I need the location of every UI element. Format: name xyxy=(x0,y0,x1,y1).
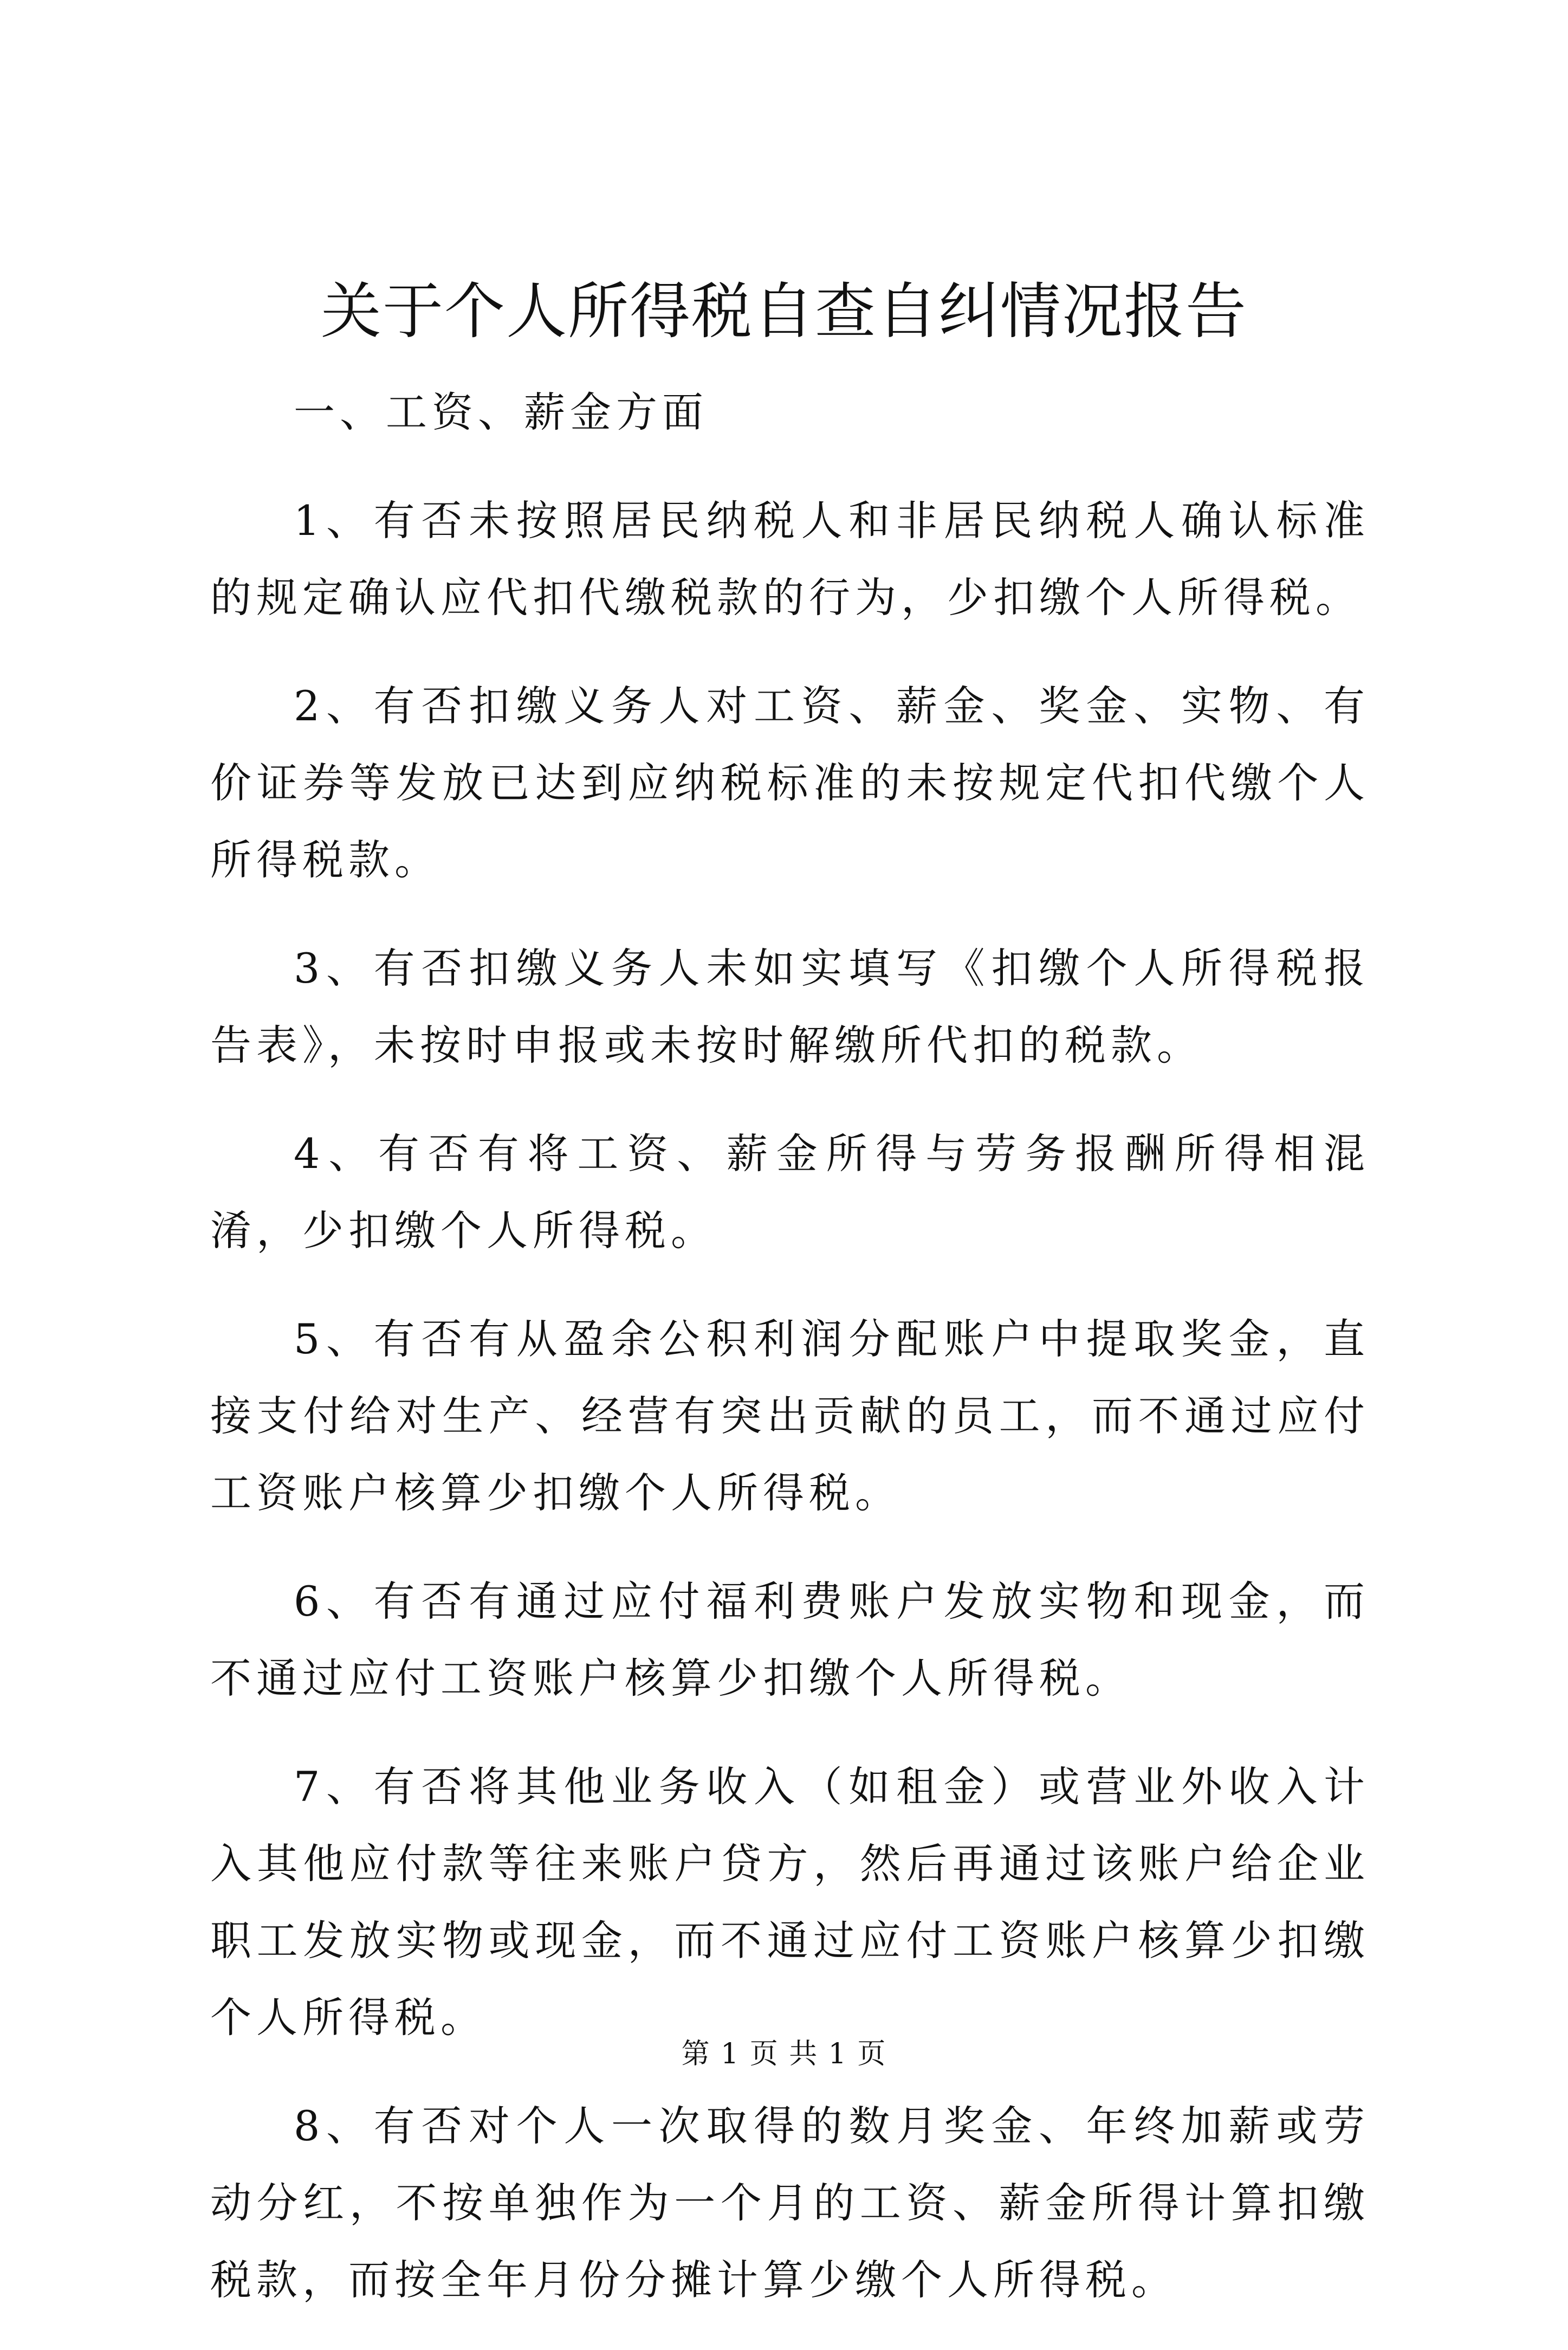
paragraph-4: 4、有否有将工资、薪金所得与劳务报酬所得相混淆，少扣缴个人所得税。 xyxy=(210,1129,1370,1255)
paragraph-1: 1、有否未按照居民纳税人和非居民纳税人确认标准的规定确认应代扣代缴税款的行为，少扣缴个人所得税。 xyxy=(210,496,1370,622)
document-title: 关于个人所得税自查自纠情况报告 xyxy=(321,276,1247,347)
paragraph-2: 2、有否扣缴义务人对工资、薪金、奖金、实物、有价证券等发放已达到应纳税标准的未按规定代扣代缴个人所得税款。 xyxy=(210,682,1370,884)
paragraph-6: 6、有否有通过应付福利费账户发放实物和现金，而不通过应付工资账户核算少扣缴个人所得税。 xyxy=(210,1577,1370,1702)
page-footer: 第 1 页 共 1 页 xyxy=(681,2038,887,2070)
section-heading: 一、工资、薪金方面 xyxy=(294,388,708,436)
paragraph-3: 3、有否扣缴义务人未如实填写《扣缴个人所得税报告表》，未按时申报或未按时解缴所代扣的税款。 xyxy=(210,944,1370,1069)
paragraph-7: 7、有否将其他业务收入（如租金）或营业外收入计入其他应付款等往来账户贷方，然后再通过该账户给企业职工发放实物或现金，而不通过应付工资账户核算少扣缴个人所得税。 xyxy=(210,1762,1370,2042)
paragraph-8: 8、有否对个人一次取得的数月奖金、年终加薪或劳动分红，不按单独作为一个月的工资、薪金所得计算扣缴税款，而按全年月份分摊计算少缴个人所得税。 xyxy=(210,2102,1370,2304)
paragraph-5: 5、有否有从盈余公积利润分配账户中提取奖金，直接支付给对生产、经营有突出贡献的员工，而不通过应付工资账户核算少扣缴个人所得税。 xyxy=(210,1315,1370,1517)
